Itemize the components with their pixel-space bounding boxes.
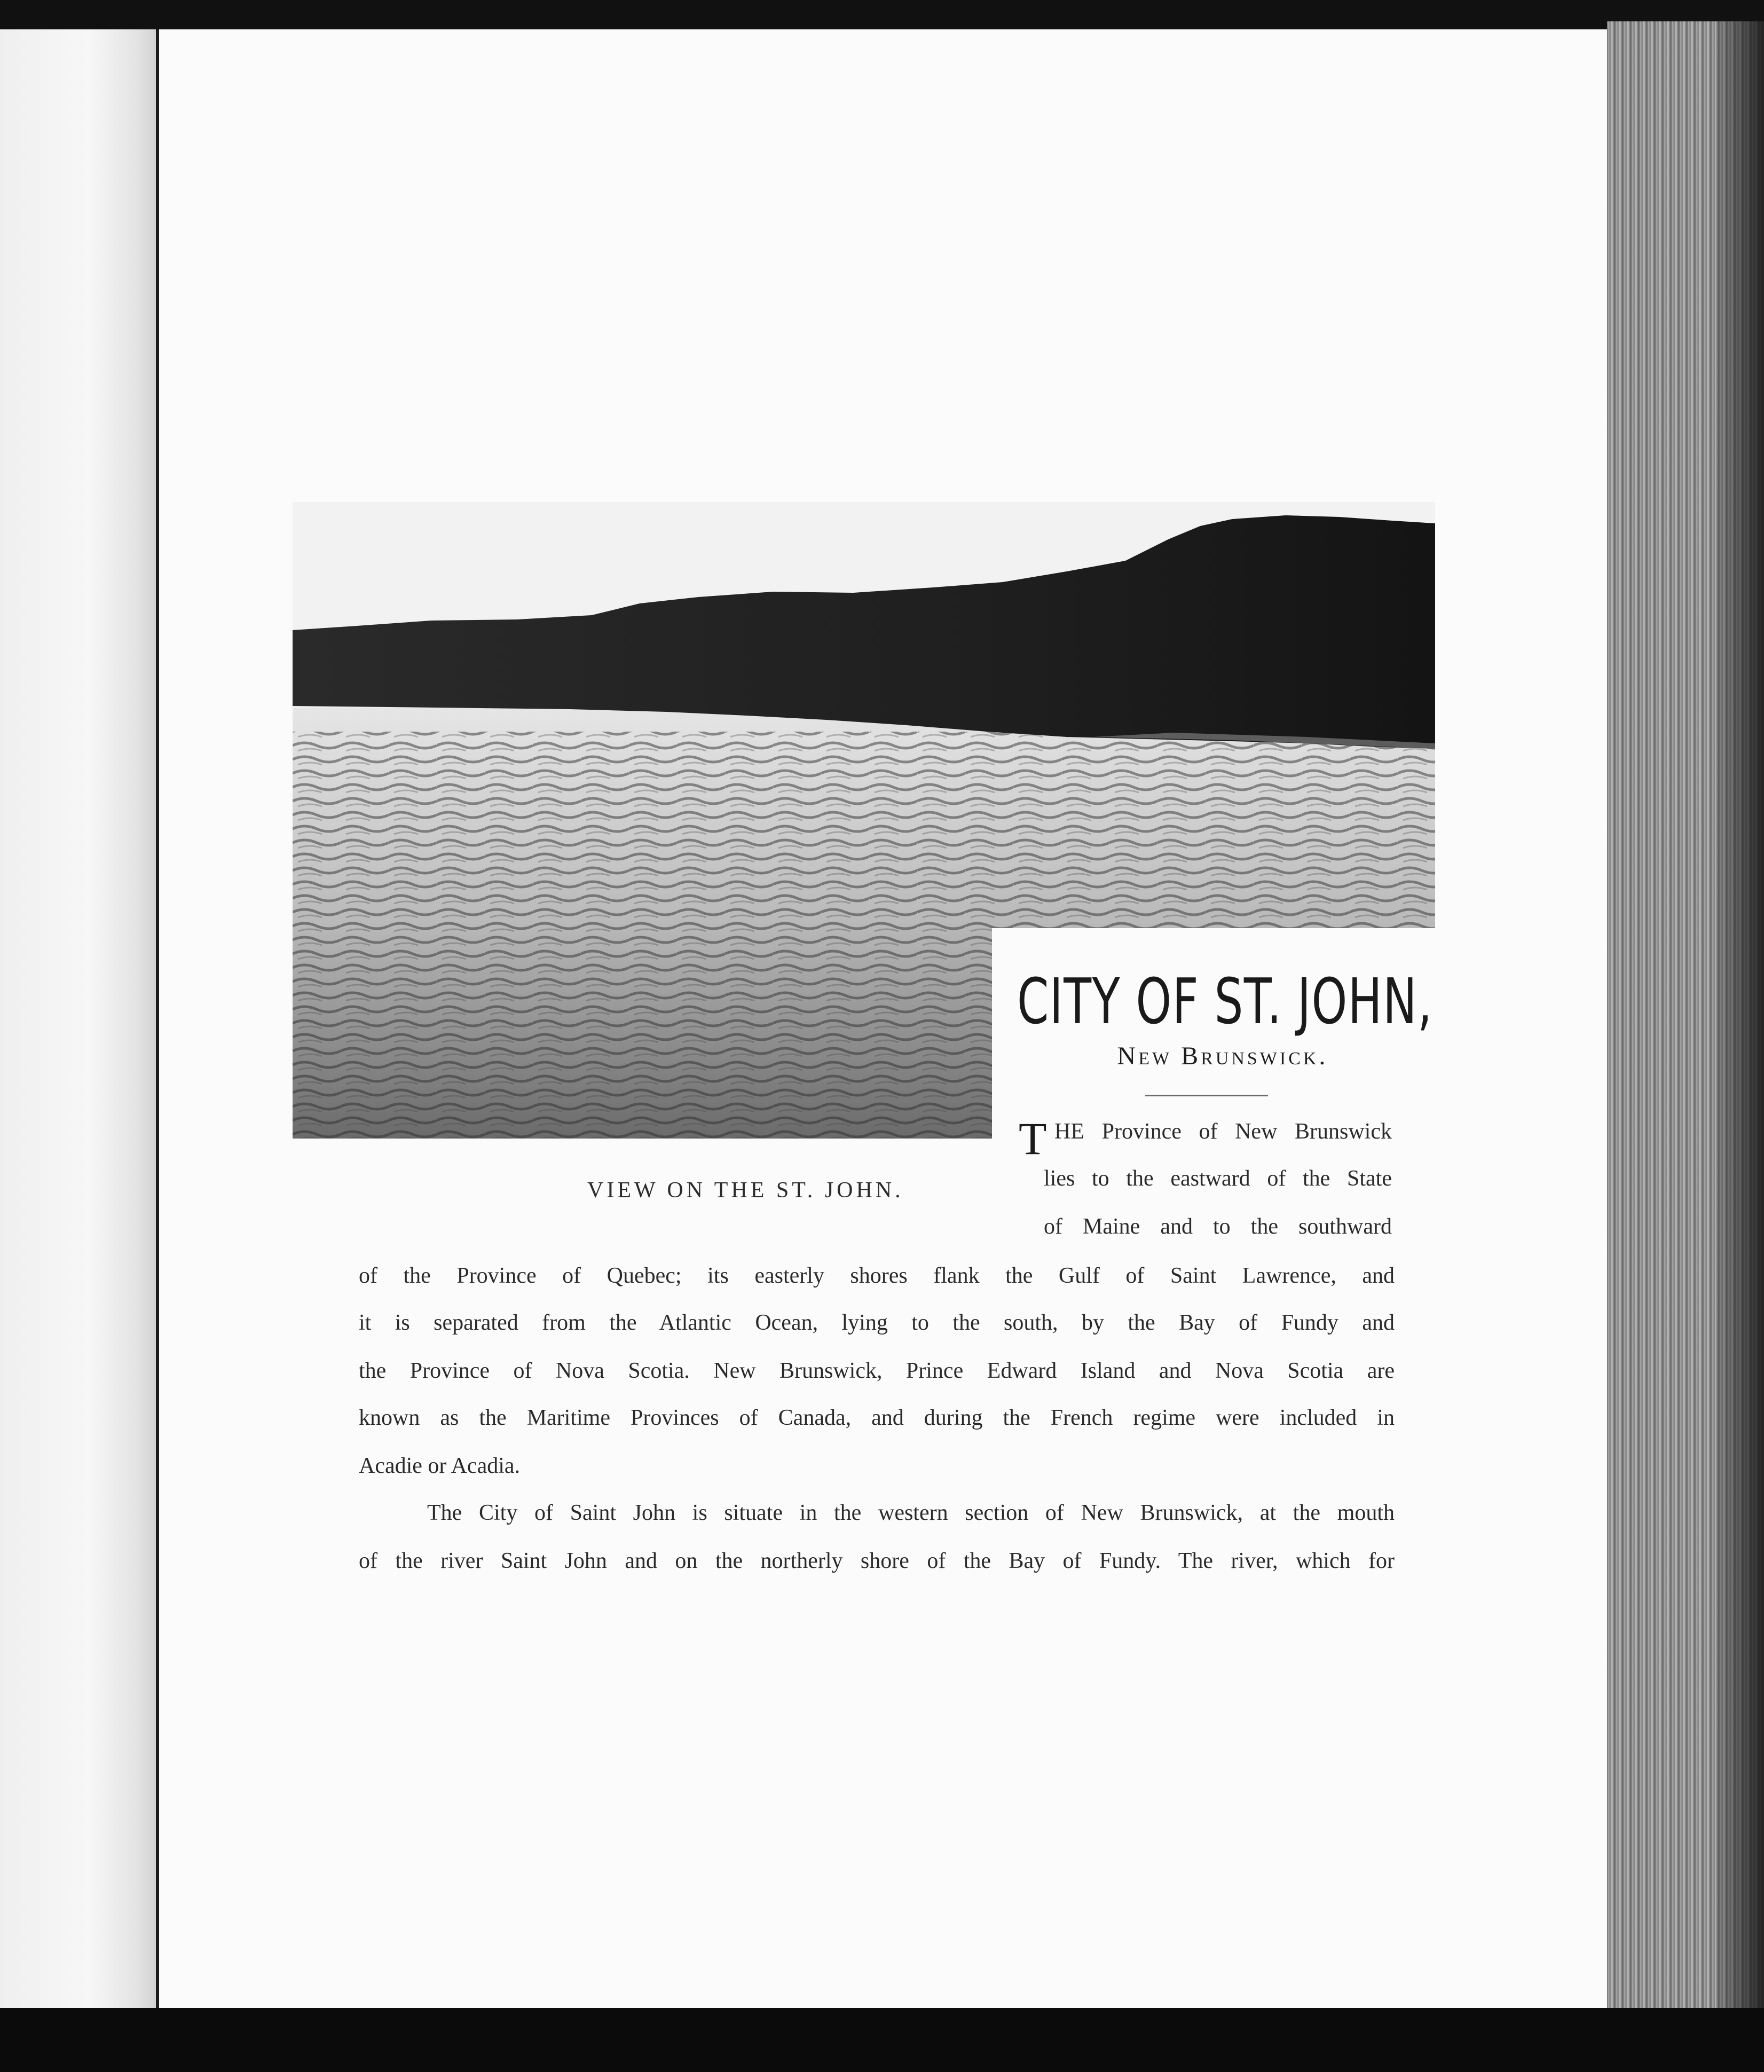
intro-line: of Maine and to the southward <box>1044 1214 1392 1239</box>
page-stack-edges <box>1607 21 1764 2011</box>
photo-caption: VIEW ON THE ST. JOHN. <box>587 1178 904 1203</box>
body-text-line: of the Province of Quebec; its easterly shores flank the Gulf of Saint Lawrence, and <box>359 1263 1395 1288</box>
body-text-line: The City of Saint John is situate in the western section of New Brunswick, at the mouth <box>427 1501 1395 1525</box>
body-text-line: Acadie or Acadia. <box>359 1454 521 1478</box>
intro-line: HE Province of New Brunswick <box>1054 1119 1392 1144</box>
body-text-line: the Province of Nova Scotia. New Brunswick, Prince Edward Island and Nova Scotia are <box>359 1359 1395 1383</box>
body-text-line: of the river Saint John and on the northerly shore of the Bay of Fundy. The river, which for <box>359 1549 1395 1573</box>
scan-bottom-border <box>0 2008 1764 2072</box>
drop-cap: T <box>1019 1113 1047 1164</box>
intro-line: lies to the eastward of the State <box>1044 1166 1392 1191</box>
body-text-line: it is separated from the Atlantic Ocean, lying to the south, by the Bay of Fundy and <box>359 1310 1395 1335</box>
facing-page-edge <box>0 29 160 2011</box>
title-rule <box>1145 1095 1268 1096</box>
page-title: CITY OF ST. JOHN, <box>1017 964 1433 1038</box>
page-subtitle: New Brunswick. <box>1117 1042 1328 1070</box>
scan-top-border <box>0 0 1764 32</box>
body-text-line: known as the Maritime Provinces of Canada, and during the French regime were included in <box>359 1406 1395 1430</box>
